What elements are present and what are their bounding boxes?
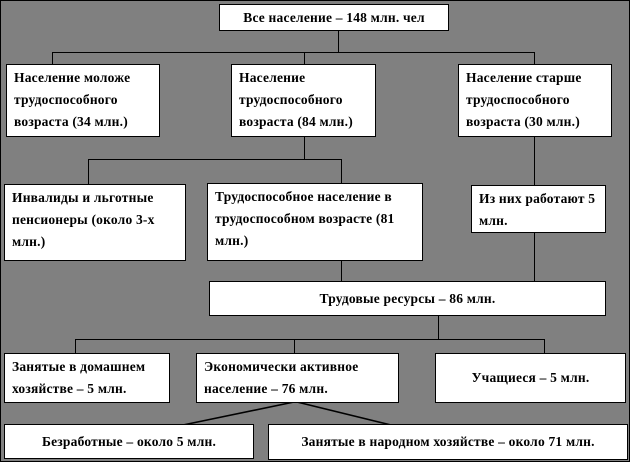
node-younger-than-working-age: Население моложе трудоспособного возраста (34 млн.): [6, 64, 160, 137]
connector-drop-active: [294, 339, 295, 354]
connector-row2-horizontal: [88, 159, 342, 160]
connector-drop-disabled: [88, 159, 89, 185]
diagonal-active-to-unemployed: [183, 402, 294, 425]
node-disabled-pensioners: Инвалиды и льготные пенсионеры (около 3-х млн.): [4, 184, 186, 261]
node-employed-national-economy: Занятые в народном хозяйстве – около 71 млн.: [268, 424, 628, 460]
connector-drop-household: [75, 339, 76, 354]
connector-drop-able: [341, 159, 342, 184]
connector-older-to-working-old: [534, 136, 535, 186]
node-unemployed: Безработные – около 5 млн.: [4, 424, 254, 459]
node-household-employed: Занятые в домашнем хозяйстве – 5 млн.: [4, 353, 170, 403]
connector-total-down: [338, 30, 339, 53]
connector-labor-down: [438, 315, 439, 340]
node-working-age-population: Население трудоспособного возраста (84 млн.): [231, 64, 376, 137]
node-able-bodied-in-working-age: Трудоспособное население в трудоспособном возрасте (81 млн.): [207, 183, 423, 261]
node-total-population: Все население – 148 млн. чел: [219, 4, 449, 31]
node-labor-resources: Трудовые ресурсы – 86 млн.: [209, 281, 606, 316]
connector-working-old-to-labor: [534, 233, 535, 282]
node-working-pensioners: Из них работают 5 млн.: [471, 185, 606, 233]
connector-row1-horizontal: [52, 52, 535, 53]
connector-able-to-labor: [341, 260, 342, 282]
node-older-than-working-age: Население старше трудоспособного возраста (30 млн.): [458, 64, 612, 137]
diagonal-active-to-employed: [297, 402, 391, 425]
node-economically-active: Экономически активное население – 76 млн.: [196, 353, 399, 403]
node-students: Учащиеся – 5 млн.: [435, 353, 626, 403]
connector-working-age-down: [304, 136, 305, 160]
connector-drop-students: [544, 339, 545, 354]
connector-row4-horizontal: [75, 339, 545, 340]
